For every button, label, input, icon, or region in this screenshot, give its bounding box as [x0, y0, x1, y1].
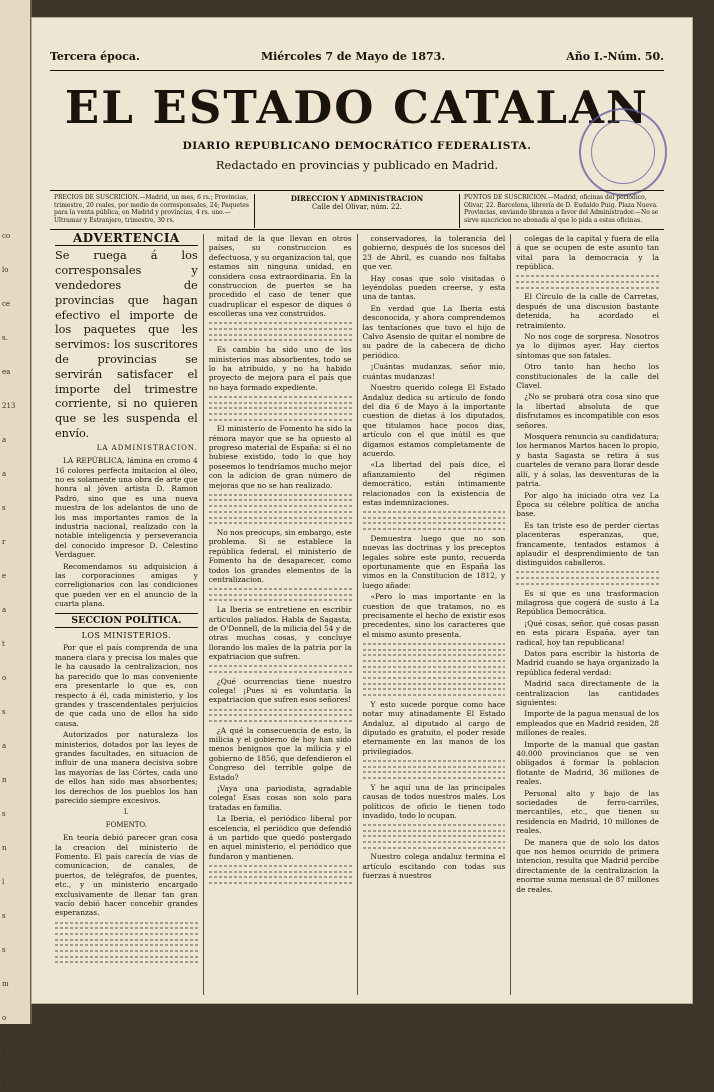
column-3 — [358, 234, 512, 995]
edge-fragment: lo — [2, 266, 9, 274]
edge-fragment: 213 — [2, 402, 16, 410]
republica-paragraph-2: Recomendamos su adquisicion á las corporaciones amigas y correligionarios con las condiciones que pueden ver en el anuncio de la cuarta plana. — [55, 561, 198, 609]
edge-fragment: s — [2, 708, 6, 716]
section-heading: SECCION POLÍTICA. — [55, 613, 198, 628]
col4-paragraph-1: colegas de la capital y fuera de ella á que se ocupen de este asunto tan vital para la democracia y la república. — [516, 234, 659, 272]
col3-paragraph-1: conservadores, la tolerancia del gobierno, después de los sucesos del 23 de Abril, es cuando nos faltaba que ver. — [362, 234, 506, 272]
date-label: Miércoles 7 de Mayo de 1873. — [260, 50, 446, 63]
edge-fragment: ea — [2, 368, 11, 376]
col3-paragraph-2: Hay cosas que solo visitadas ó leyéndolas pueden creerse, y esta una de tantas. — [362, 273, 506, 302]
edge-fragment: a — [2, 742, 7, 750]
col4-paragraph-11: Datos para escribir la historia de Madrid cuando se haya organizado la república federal verdad: — [516, 648, 659, 677]
points-block: PUNTOS DE SUSCRICION.—Madrid, oficinas del periódico, Olivar, 22. Barcelona, librería de D. Eudaldo Puig. Plaza Nueva. Provincias, enviando libranza a favor del Administrador.—No se sirve suscricion no abonada al que lo pida a estas oficinas. — [464, 194, 659, 224]
edge-fragment: s. — [2, 334, 8, 342]
library-stamp — [579, 108, 667, 196]
header-line — [50, 50, 664, 63]
edge-fragment: ce — [2, 300, 11, 308]
edge-fragment: l — [2, 878, 5, 886]
advertencia-signature: LA ADMINISTRACION. — [96, 443, 198, 452]
col3-paragraph-9: Y esto sucede porque como hace notar muy atinadamente El Estado Andaluz, al diputado al cargo de diputado es gratuito, el poder reside eternamente en las manos de los privilegiados. — [362, 699, 506, 756]
masthead-tagline: Redactado en provincias y publicado en Madrid. — [215, 158, 499, 172]
advertencia-text: Se ruega á los corresponsales y vendedores de provincias que hagan efectivo el importe de los paquetes que les servimos: los suscritores de provincias se servirán satisfacer el importe del trimestre corriente, si no quieren que se les suspenda el envío. — [55, 249, 198, 440]
col2-paragraph-2: Es cambio ha sido uno de los ministerios mas absorbentes, todo se lo ha atribuido, y no ha habido proyecto de mejora para el país que no haya formado expediente. — [208, 345, 352, 392]
edge-fragment: o — [2, 1014, 7, 1022]
roman-numeral: I. — [123, 808, 129, 817]
section-paragraph-2: Autorizados por naturaleza los ministerios, dotados por las leyes de grandes facultades, en situacion de influir de una manera decisiva sobre las mayorías de las Córtes, cada uno de ellos han sido mas absorbentes; los derechos de los pueblos los han parecido siempre excesivos. — [55, 730, 198, 805]
edge-fragment: s — [2, 946, 6, 954]
edge-fragment: s — [2, 912, 6, 920]
top-rule — [50, 70, 664, 71]
col3-paragraph-10: Y he aquí una de las principales causas de todos nuestros males. Los políticos de oficio le tienen todo invadido, todo lo ocupan. — [362, 782, 506, 820]
col2-paragraph-1: mitad de la que llevan en otros países, su construccion es defectuosa, y su organizacion tal, que estamos sin ninguna unidad, en considera cosa extraordinaria. En la construccion de puertos se ha procedido el caso de tener que cuadruplicar el espesor de diques ó escolleras una vez construidos. — [208, 234, 352, 319]
masthead-title: EL ESTADO CATALAN — [64, 81, 650, 134]
col3-paragraph-6: «La libertad del país dice, el afianzamiento del régimen democrático, están íntimamente relacionados con la existencia de estas indemnizaciones. — [362, 460, 506, 507]
info-rule-bottom — [50, 229, 664, 230]
column-1 — [50, 231, 204, 995]
edge-fragment: a — [2, 1082, 7, 1090]
edge-fragment: co — [2, 232, 11, 240]
advertencia-heading: ADVERTENCIA — [55, 234, 198, 246]
direction-title: DIRECCION Y ADMINISTRACION — [290, 194, 424, 203]
edge-fragment: n — [2, 776, 7, 784]
col3-paragraph-7: Demuestra luego que no son nuevas las doctrinas y los preceptos legales sobre este punto, recuerda oportunamente que en España las vimos en la Constitucion de 1812, y luego añade: — [362, 533, 506, 590]
col4-paragraph-7: Por algo ha iniciado otra vez La Época su célebre política de ancha base. — [516, 490, 659, 519]
adjacent-page-edge — [0, 0, 32, 1090]
epoch-label: Tercera época. — [50, 50, 140, 63]
col2-paragraph-6: ¿A qué la consecuencia de esto, la milicia y el gobierno de hoy han sido menos benignos que la milicia y el gobierno de 1856, que defendieron el Congreso del terrible golpe de Estado? — [208, 725, 352, 782]
edge-fragment: s — [2, 1048, 6, 1056]
col4-paragraph-10: ¡Qué cosas, señor, qué cosas pasan en esta picara España, ayer tan radical, hoy tan republicana! — [516, 618, 659, 647]
col3-paragraph-3: En verdad que La Iberia está desconocida, y ahora comprendemos las tentaciones que tuvo el hijo de Calvo Asensio de quitar el nombre de su padre de la cabecera de dicho periódico. — [362, 303, 506, 360]
col3-paragraph-8: «Pero lo mas importante en la cuestion de que tratamos, no es precisamente el hecho de existir esos precedentes, sino los caracteres que el mismo asunto presenta. — [362, 592, 506, 639]
col4-paragraph-13: Importe de la pagua mensual de los empleados que en Madrid residen, 28 millones de reales. — [516, 709, 659, 738]
edge-fragment: r — [2, 538, 6, 546]
edge-fragment: a — [2, 436, 7, 444]
fomento-heading: FOMENTO. — [105, 820, 147, 829]
edge-fragment: a — [2, 470, 7, 478]
edge-fragment: o — [2, 674, 7, 682]
masthead-subtitle: DIARIO REPUBLICANO DEMOCRÁTICO FEDERALISTA. — [182, 140, 532, 152]
article-columns — [50, 231, 664, 995]
col4-paragraph-2: El Círculo de la calle de Carretas, después de una discusion bastante detenida, ha acordado el retraimiento. — [516, 292, 659, 330]
edge-fragment: s — [2, 810, 6, 818]
col4-paragraph-12: Madrid saca directamente de la centralizacion las cantidades siguientes: — [516, 679, 659, 707]
column-2 — [204, 234, 358, 995]
republica-paragraph: LA REPÚBLICA, lámina en cromo 4 16 colores perfecta imitacion al óleo, no es solamente una obra de arte que honra al jóven artista D. Ramon Padró, sino que es una nueva muestra de los adelantos de uno de los mas importantes ramos de la industria nacional, realizado con la notable inteligencia y perseverancia del conocido impresor D. Celestino Verdaguer. — [55, 456, 198, 560]
col3-paragraph-4: ¡Cuántas mudanzas, señor mio, cuántas mudanzas! — [362, 362, 506, 381]
info-rule-top — [50, 190, 664, 191]
col3-paragraph-5: Nuestro querido colega El Estado Andaluz dedica su artículo de fondo del dia 6 de Mayo á la importante cuestion de dietas á los diputados, que titulamos hace pocos dias, artículo con el que inútil es que digamos estamos completamente de acuerdo. — [362, 383, 506, 458]
iberia-paragraph: La Iberia se entretiene en escribir articulos paliados. Habla de Sagasta, de O'Donnell, de la milicia del 54 y de otras muchas cosas, y concluye llorando los males de la patria por la expatriacion que sufren. — [208, 605, 352, 662]
col2-paragraph-7: ¡Vaya una pariodista, agradable colega! Esas cosas son solo para tratadas en familia. — [208, 784, 352, 812]
column-4 — [511, 234, 664, 995]
column-1-continuation — [55, 922, 198, 964]
col4-paragraph-3: No nos coge de sorpresa. Nosotros ya lo dijimos ayer. Hay ciertos síntomas que son fatales. — [516, 332, 659, 360]
col2-paragraph-4: No nos preocups, sin embargo, este problema. Si se establece la república federal, el ministerio de Fomento ha de desaparecer, como todos los grandes elementos de la centralizacion. — [208, 527, 352, 584]
col4-paragraph-9: Es si que es una trasformacion milagrosa que cogerá de susto á La República Democrática. — [516, 588, 659, 617]
col2-paragraph-3: El ministerio de Fomento ha sido la rémora mayor que se ha opuesto al progreso material de España: si él no hubiese existido, todo lo que hoy poseemos lo tendríamos mucho mejor con la adicion de gran número de mejoras que no se han realizado. — [208, 424, 352, 490]
edge-fragment: t — [2, 640, 5, 648]
section-paragraph: Por que el país comprenda de una manera clara y precisa los males que le ha causado la centralizacion, nos ha parecido que lo mas conveniente era presentarle lo que es, con respecto á él, cada ministerio, y los grandes y trascendentales perjuicios de que cada uno de ellos ha sido causa. — [55, 643, 198, 728]
col4-paragraph-4: Otro tanto han hecho los constitucionales de la calle del Clavel. — [516, 362, 659, 391]
col4-paragraph-8: Es tan triste eso de perder ciertas placenteras esperanzas, que, francamente, tentados estamos á aplaudir el desprendimiento de tan distinguidos caballeros. — [516, 520, 659, 568]
edge-fragment: n — [2, 844, 7, 852]
edge-fragment: s — [2, 504, 6, 512]
col3-paragraph-11: Nuestro colega andaluz termina el artículo escitando con todas sus fuerzas á nuestros — [362, 852, 506, 881]
fomento-paragraph: En teoría debió parecer gran cosa la creacion del ministerio de Fomento. El país carecía de vias de comunicacion, de canales, de puertos, de telégrafos, de puentes, etc., y un ministerio encargado exclusivamente de llenar tan gran vacío debió hacer concebir grandes esperanzas. — [55, 833, 198, 918]
col4-paragraph-14: Importe de la manual que gastan 40.000 provincianos que se ven obligados á formar la poblacion flotante de Madrid, 36 millones de reales. — [516, 739, 659, 787]
issue-number: Año I.-Núm. 50. — [566, 50, 664, 63]
col4-paragraph-6: Mosquera renuncia su candidatura; los hermanos Martos hacen lo propio, y hasta Sagasta se retira á sus cuarteles de verano para llorar desde allí, y á solas, las desventuras de la patria. — [516, 432, 659, 489]
col4-paragraph-16: De manera que de solo los datos que nos hemos ocurrido de primera intencion, resulta que Madrid percibe directamente de la centralizacion la enorme suma mensual de 87 millones de reales. — [516, 837, 659, 894]
edge-fragment: m — [2, 980, 9, 988]
newspaper-page — [32, 18, 692, 1003]
col4-paragraph-15: Personal alto y bajo de las sociedades de ferro-carriles, mercantiles, etc., que tienen su residencia en Madrid, 10 millones de reales. — [516, 788, 659, 836]
direction-address: Calle del Olivar, núm. 22. — [311, 203, 403, 211]
edge-fragment: e — [2, 572, 7, 580]
section-subheading: LOS MINISTERIOS. — [81, 631, 172, 641]
col2-paragraph-5: ¿Qué ocurrencias tiene nuestro colega! ¡Pues si es voluntaria la expatriacion que sufren esos señores! — [208, 676, 352, 705]
direction-block — [255, 194, 460, 228]
edge-fragment: a — [2, 606, 7, 614]
col2-paragraph-8: La Iberia, el periódico liberal por escelencia, el periódico que defendió á un partido que quedó postergado en aquel ministerio, el periódico que fundaron y mantienen. — [208, 814, 352, 861]
col4-paragraph-5: ¿No se probará otra cosa sino que la libertad absoluta de que disfrutamos es incompatible con esos señores. — [516, 392, 659, 430]
prices-block: PRECIOS DE SUSCRICION.—Madrid, un mes, 6 rs.; Provincias, trimestre, 20 reales, por medio de corresponsales, 24; Paquetes para la venta pública, en Madrid y provincias, 4 rs. uno.—Ultramar y Estranjero, trimestre, 30 rs. — [50, 194, 255, 228]
subscription-info — [50, 194, 664, 228]
